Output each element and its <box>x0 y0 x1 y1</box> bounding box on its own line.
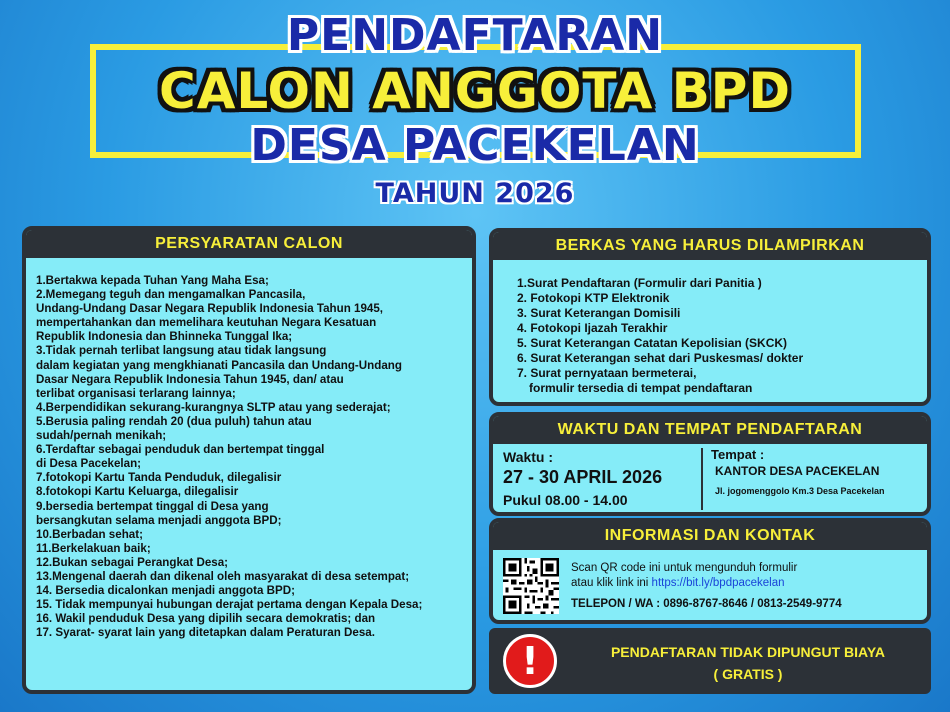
divider <box>701 448 703 510</box>
list-item: mempertahankan dan memelihara keutuhan Negara Kesatuan <box>36 316 377 330</box>
list-item: Republik Indonesia dan Bhinneka Tunggal Ika; <box>36 330 293 344</box>
list-item: 6. Surat Keterangan sehat dari Puskesmas/ dokter <box>517 351 804 365</box>
requirements-list <box>26 258 472 640</box>
documents-panel <box>489 228 931 406</box>
documents-list <box>493 260 927 396</box>
qr-code-icon[interactable] <box>503 558 559 614</box>
link-line <box>571 577 785 589</box>
registration-hours: Pukul 08.00 - 14.00 <box>503 492 628 508</box>
form-link[interactable]: https://bit.ly/bpdpacekelan <box>651 577 785 589</box>
list-item: 5.Berusia paling rendah 20 (dua puluh) tahun atau <box>36 414 312 428</box>
schedule-body <box>493 444 927 516</box>
requirements-panel <box>22 226 476 694</box>
list-item: 7.fotokopi Kartu Tanda Penduduk, dilegalisir <box>36 471 282 485</box>
list-item: bersangkutan selama menjadi anggota BPD; <box>36 513 282 527</box>
contact-heading: INFORMASI DAN KONTAK <box>493 522 927 550</box>
list-item: 8.fotokopi Kartu Keluarga, dilegalisir <box>36 485 239 499</box>
documents-heading: BERKAS YANG HARUS DILAMPIRKAN <box>493 232 927 260</box>
list-item: 3.Tidak pernah terlibat langsung atau tidak langsung <box>36 344 327 358</box>
list-item: 1.Surat Pendaftaran (Formulir dari Panitia ) <box>517 276 762 290</box>
contact-panel <box>489 518 931 624</box>
list-item: 7. Surat pernyataan bermeterai, <box>517 366 697 380</box>
list-item: 16. Wakil penduduk Desa yang dipilih secara demokratis; dan <box>36 612 376 626</box>
list-item: 1.Bertakwa kepada Tuhan Yang Maha Esa; <box>36 274 269 287</box>
schedule-heading: WAKTU DAN TEMPAT PENDAFTARAN <box>493 416 927 444</box>
title-year: TAHUN 2026 <box>375 178 575 209</box>
title-bpd-candidate: CALON ANGGOTA BPD <box>159 62 791 120</box>
list-item: 4. Fotokopi Ijazah Terakhir <box>517 321 668 335</box>
time-label: Waktu : <box>503 449 554 465</box>
list-item: Undang-Undang Dasar Negara Republik Indonesia Tahun 1945, <box>36 302 384 316</box>
list-item: terlibat organisasi terlarang lainnya; <box>36 386 236 400</box>
list-item: 2.Memegang teguh dan mengamalkan Pancasila, <box>36 288 306 302</box>
list-item: 17. Syarat- syarat lain yang ditetapkan dalam Peraturan Desa. <box>36 626 375 640</box>
list-item: 14. Bersedia dicalonkan menjadi anggota BPD; <box>36 584 295 598</box>
schedule-panel <box>489 412 931 516</box>
place-label: Tempat : <box>711 447 765 462</box>
list-item: di Desa Pacekelan; <box>36 457 142 471</box>
requirements-heading: PERSYARATAN CALON <box>26 230 472 258</box>
list-item: 9.bersedia bertempat tinggal di Desa yang <box>36 499 269 513</box>
free-notice: PENDAFTARAN TIDAK DIPUNGUT BIAYA <box>610 644 886 660</box>
list-item: 3. Surat Keterangan Domisili <box>517 306 681 320</box>
list-item: dalam kegiatan yang mengkhianati Pancasila dan Undang-Undang <box>36 358 402 372</box>
title-registration: PENDAFTARAN <box>286 10 664 61</box>
place-address: Jl. jogomenggolo Km.3 Desa Pacekelan <box>715 486 885 496</box>
list-item: 5. Surat Keterangan Catatan Kepolisian (SKCK) <box>517 336 788 350</box>
list-item: 15. Tidak mempunyai hubungan derajat pertama dengan Kepala Desa; <box>36 598 423 612</box>
list-item: 4.Berpendidikan sekurang-kurangnya SLTP atau yang sederajat; <box>36 400 391 414</box>
list-item: 13.Mengenal daerah dan dikenal oleh masyarakat di desa setempat; <box>36 569 410 583</box>
link-prefix: atau klik link ini <box>571 577 652 589</box>
list-item: 2. Fotokopi KTP Elektronik <box>517 291 670 305</box>
list-item: 6.Terdaftar sebagai penduduk dan bertempat tinggal <box>36 443 325 457</box>
place-name: KANTOR DESA PACEKELAN <box>715 464 880 478</box>
registration-date: 27 - 30 APRIL 2026 <box>503 467 663 487</box>
list-item: 12.Bukan sebagai Perangkat Desa; <box>36 555 229 569</box>
list-item: sudah/pernah menikah; <box>36 429 167 443</box>
free-registration-banner <box>489 628 931 694</box>
free-label: ( GRATIS ) <box>713 666 783 682</box>
list-item: 11.Berkelakuan baik; <box>36 541 151 555</box>
list-item: 10.Berbadan sehat; <box>36 527 143 541</box>
title-village: DESA PACEKELAN <box>250 120 700 171</box>
exclamation-icon: ! <box>503 634 557 688</box>
list-item: Dasar Negara Republik Indonesia Tahun 1945, dan/ atau <box>36 372 344 386</box>
phone-contact: TELEPON / WA : 0896-8767-8646 / 0813-2549-9774 <box>571 598 842 610</box>
list-item: formulir tersedia di tempat pendaftaran <box>529 381 753 395</box>
scan-instruction: Scan QR code ini untuk mengunduh formulir <box>571 562 798 574</box>
